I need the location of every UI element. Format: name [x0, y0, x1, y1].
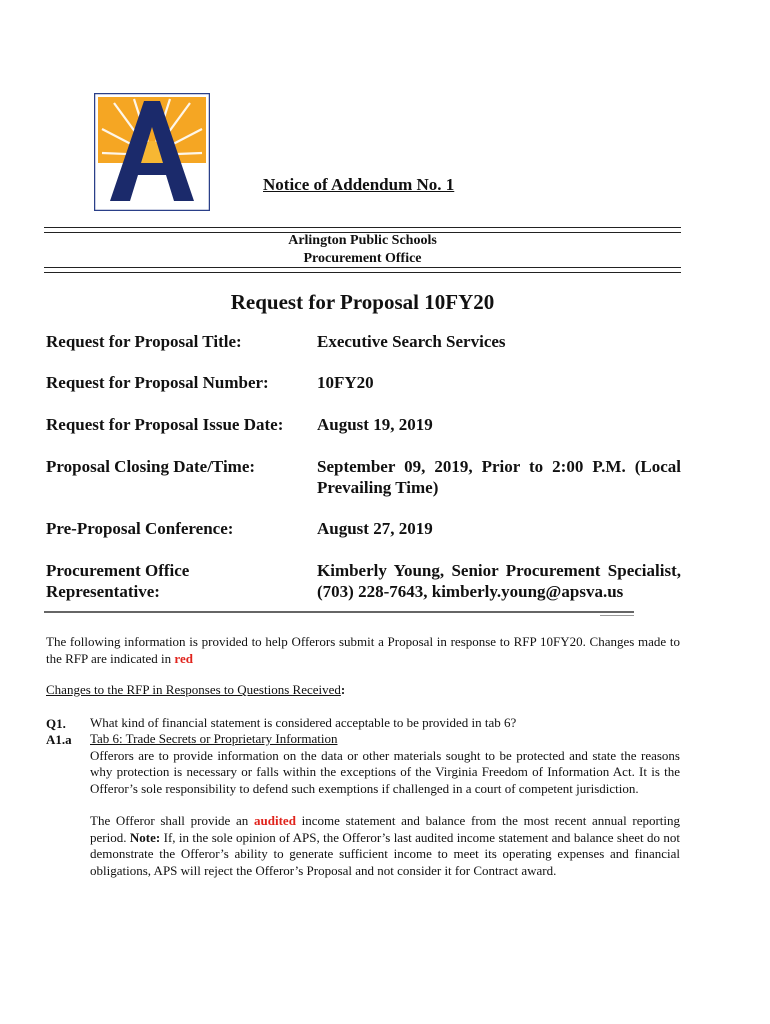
section-divider	[44, 611, 634, 613]
field-label-representative: Procurement Office Representative:	[46, 561, 190, 601]
note-label: Note:	[129, 829, 161, 845]
answer-tag: A1.a	[46, 732, 72, 747]
field-value-representative: Kimberly Young, Senior Procurement Specialist, (703) 228-7643, kimberly.young@apsva.us	[317, 561, 681, 601]
answer-p2-red: audited	[254, 813, 296, 828]
aps-logo-icon	[94, 93, 210, 211]
field-value-closing: September 09, 2019, Prior to 2:00 P.M. (Local Prevailing Time)	[317, 457, 681, 497]
intro-red-word: red	[174, 651, 193, 666]
field-value-issue-date: August 19, 2019	[317, 415, 433, 434]
changes-heading	[46, 681, 680, 698]
answer-p2-after: If, in the sole opinion of APS, the Offeror’s last audited income statement and balance sheet do not demonstrate the Offeror’s ability to generate sufficient income to meet its operating expenses and financial obligations, APS will reject the Offeror’s Proposal and not consider it for Contract award.	[90, 829, 681, 878]
question-tag: Q1.	[46, 716, 66, 731]
question-text: What kind of financial statement is considered acceptable to be provided in tab 6?	[90, 715, 517, 730]
field-label-number: Request for Proposal Number:	[46, 373, 269, 392]
notice-title: Notice of Addendum No. 1	[263, 175, 455, 194]
header-rule-bottom	[44, 267, 681, 273]
changes-heading-text: Changes to the RFP in Responses to Questions Received	[46, 682, 341, 697]
answer-p2-before: The Offeror shall provide an	[90, 813, 249, 828]
answer-paragraph-1: Offerors are to provide information on the data or other materials sought to be protected and state the reasons why protection is necessary or falls within the exceptions of the Virginia Freedom of Information Act. It is the Offeror’s sole responsibility to defend such exemptions if challenged in a court of competent jurisdiction.	[90, 747, 680, 796]
intro-text: The following information is provided to help Offerors submit a Proposal in response to RFP 10FY20. Changes made to the RFP are indicated in	[46, 634, 680, 666]
field-label-title: Request for Proposal Title:	[46, 332, 242, 351]
field-label-closing: Proposal Closing Date/Time:	[46, 457, 256, 476]
answer-heading: Tab 6: Trade Secrets or Proprietary Information	[90, 731, 338, 746]
section-divider-tail	[600, 615, 634, 616]
rfp-heading: Request for Proposal 10FY20	[230, 290, 495, 314]
field-label-conference: Pre-Proposal Conference:	[46, 519, 234, 538]
field-value-title: Executive Search Services	[317, 332, 506, 351]
changes-heading-colon: :	[340, 682, 346, 697]
field-label-issue-date: Request for Proposal Issue Date:	[46, 415, 284, 434]
answer-block	[90, 731, 680, 879]
field-value-number: 10FY20	[317, 373, 374, 392]
answer-paragraph-2	[90, 813, 680, 879]
answer-p2-mid: income statement and balance from the most recent annual reporting period.	[90, 813, 681, 845]
org-name: Arlington Public Schools	[288, 233, 437, 248]
intro-paragraph	[46, 633, 680, 667]
org-office: Procurement Office	[303, 251, 422, 266]
field-value-conference: August 27, 2019	[317, 519, 433, 538]
